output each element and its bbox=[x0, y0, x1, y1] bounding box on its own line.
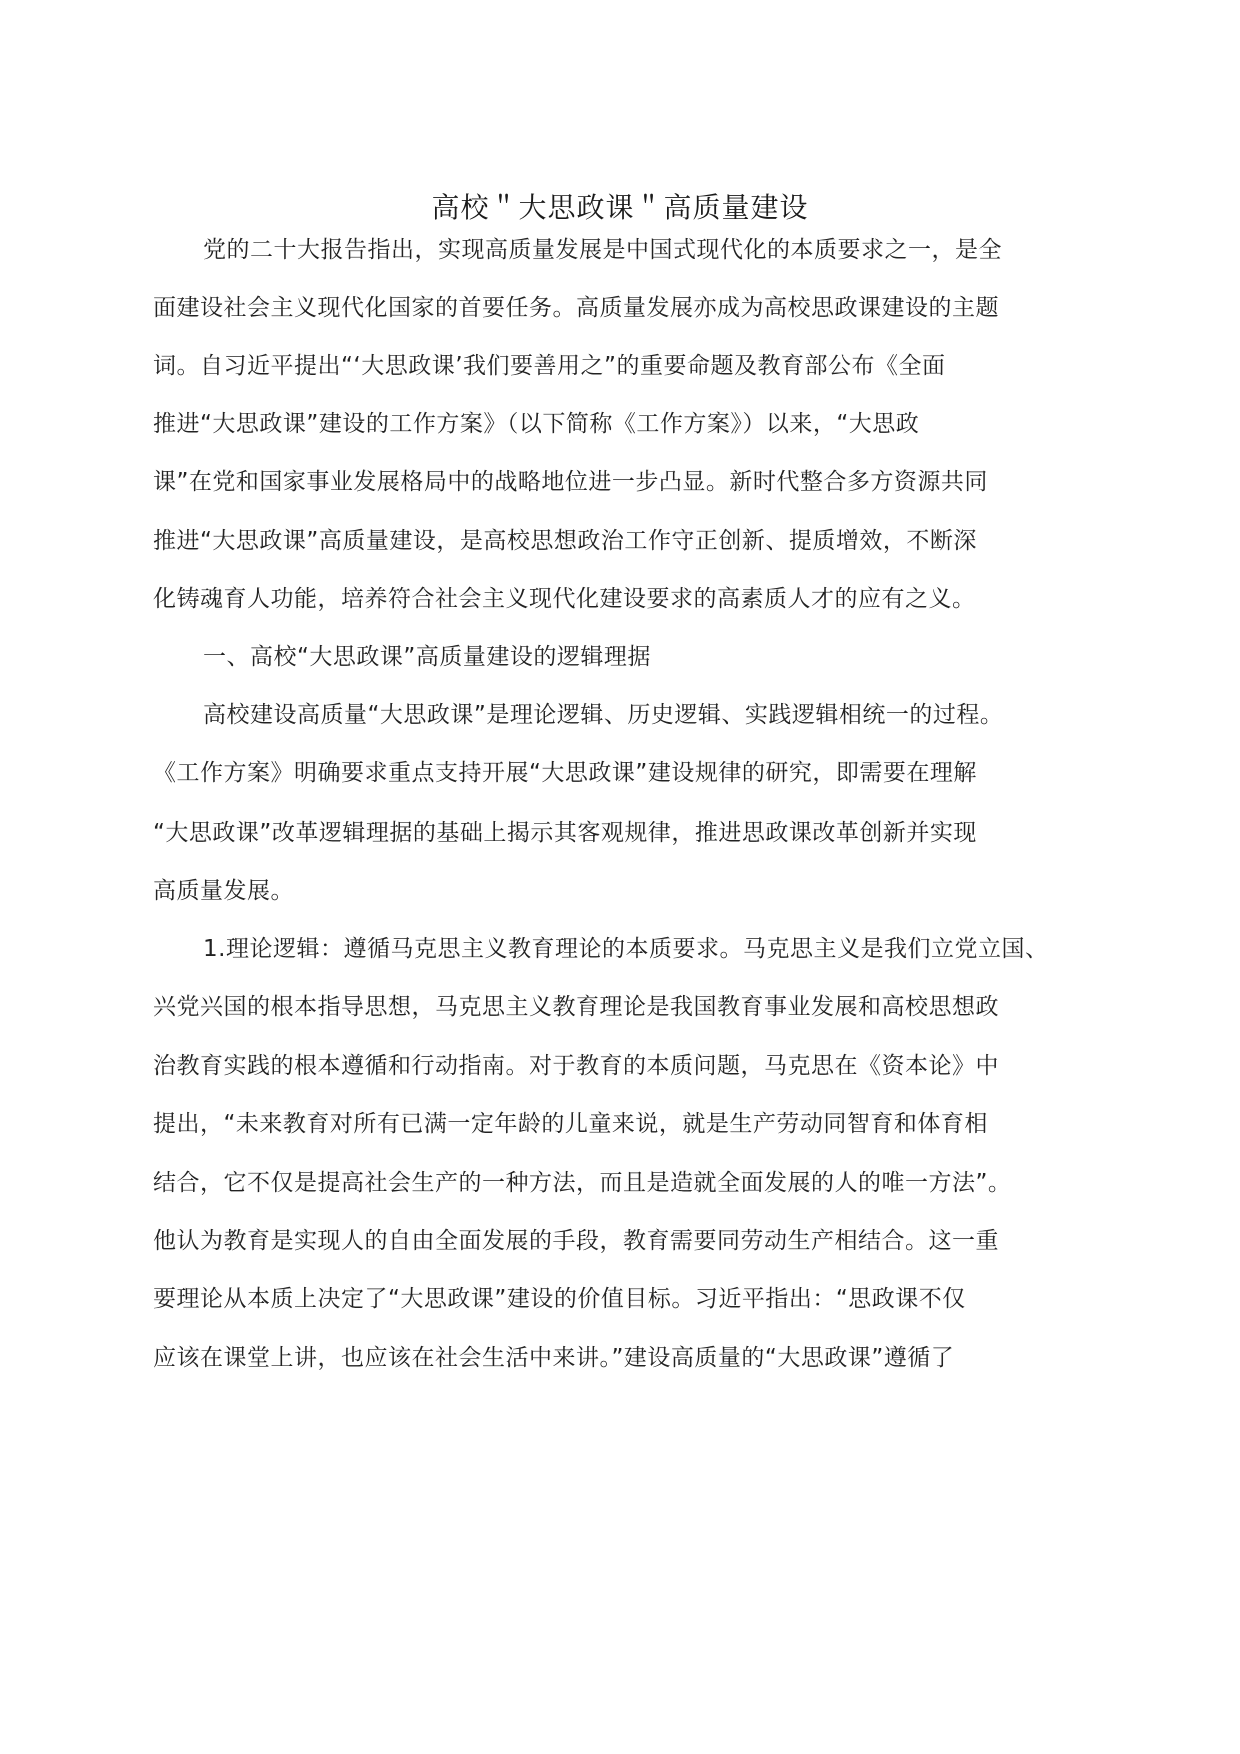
paragraph-line: 高校建设高质量“大思政课”是理论逻辑、历史逻辑、实践逻辑相统一的过程。 bbox=[203, 702, 1004, 728]
paragraph-line: 高质量发展。 bbox=[153, 878, 294, 904]
paragraph-line: “大思政课”改革逻辑理据的基础上揭示其客观规律，推进思政课改革创新并实现 bbox=[153, 820, 977, 846]
paragraph-line: 《工作方案》明确要求重点支持开展“大思政课”建设规律的研究，即需要在理解 bbox=[153, 760, 977, 786]
paragraph-line: 1.理论逻辑：遵循马克思主义教育理论的本质要求。马克思主义是我们立党立国、 bbox=[203, 936, 1049, 962]
paragraph-line: 结合，它不仅是提高社会生产的一种方法，而且是造就全面发展的人的唯一方法”。 bbox=[153, 1170, 1012, 1196]
paragraph-line: 要理论从本质上决定了“大思政课”建设的价值目标。习近平指出：“思政课不仅 bbox=[153, 1286, 966, 1312]
paragraph-line: 化铸魂育人功能，培养符合社会主义现代化建设要求的高素质人才的应有之义。 bbox=[153, 586, 976, 612]
paragraph-line: 他认为教育是实现人的自由全面发展的手段，教育需要同劳动生产相结合。这一重 bbox=[153, 1228, 999, 1254]
paragraph-line: 提出，“未来教育对所有已满一定年龄的儿童来说，就是生产劳动同智育和体育相 bbox=[153, 1111, 988, 1137]
paragraph-line: 课”在党和国家事业发展格局中的战略地位进一步凸显。新时代整合多方资源共同 bbox=[153, 469, 988, 495]
paragraph-line: 面建设社会主义现代化国家的首要任务。高质量发展亦成为高校思政课建设的主题 bbox=[153, 295, 999, 321]
paragraph-line: 推进“大思政课”高质量建设，是高校思想政治工作守正创新、提质增效，不断深 bbox=[153, 528, 977, 554]
paragraph-line: 推进“大思政课”建设的工作方案》（以下简称《工作方案》）以来，“大思政 bbox=[153, 411, 920, 437]
paragraph-line: 兴党兴国的根本指导思想，马克思主义教育理论是我国教育事业发展和高校思想政 bbox=[153, 994, 999, 1020]
paragraph-line: 词。自习近平提出“‘大思政课’我们要善用之”的重要命题及教育部公布《全面 bbox=[153, 353, 946, 379]
section-heading: 一、高校“大思政课”高质量建设的逻辑理据 bbox=[203, 644, 651, 670]
paragraph-line: 党的二十大报告指出，实现高质量发展是中国式现代化的本质要求之一，是全 bbox=[203, 237, 1002, 263]
paragraph-line: 应该在课堂上讲，也应该在社会生活中来讲。”建设高质量的“大思政课”遵循了 bbox=[153, 1345, 955, 1371]
paragraph-line: 治教育实践的根本遵循和行动指南。对于教育的本质问题，马克思在《资本论》中 bbox=[153, 1053, 999, 1079]
document-title: 高校＂大思政课＂高质量建设 bbox=[431, 191, 809, 224]
